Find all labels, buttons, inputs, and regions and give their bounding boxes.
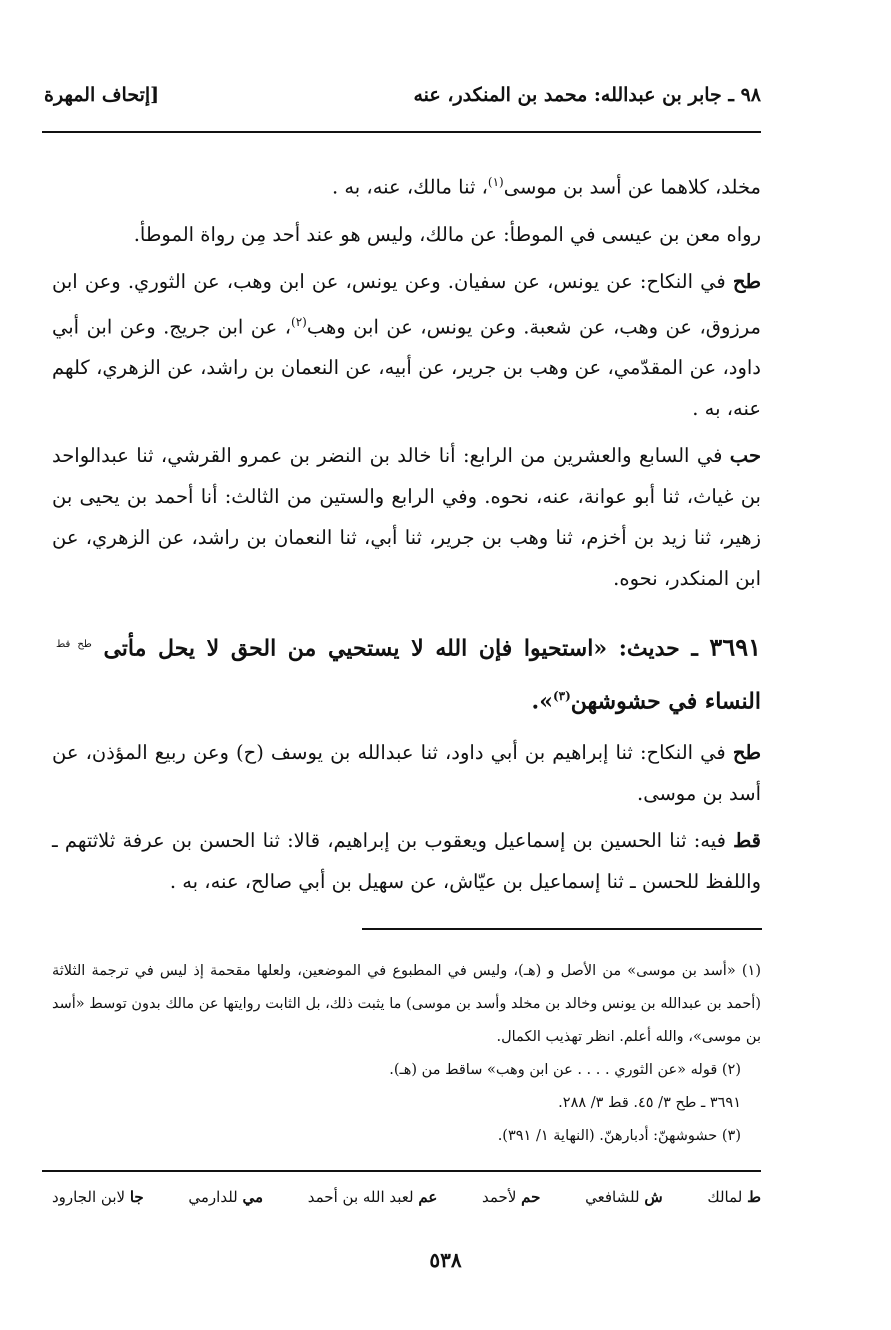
abbreviations-divider — [42, 1170, 761, 1172]
main-text — [52, 162, 761, 908]
chapter-title: ٩٨ ـ جابر بن عبدالله: محمد بن المنكدر، عنه — [413, 84, 761, 106]
footnote-1: (١) «أسد بن موسى» من الأصل و (هـ)، وليس في المطبوع في الموضعين، ولعلها مقحمة إذ ليس في ترجمة الثلاثة (أحمد بن عبدالله بن يونس وخالد بن مخلد وأسد بن موسى) ما يثبت ذلك، بل الثابت روايتها عن مالك بدون توسط «أسد بن موسى»، والله أعلم. انظر تهذيب الكمال. — [52, 963, 761, 1045]
paragraph-5: طح في النكاح: ثنا إبراهيم بن أبي داود، ثنا عبدالله بن يوسف (ح) وعن ربيع المؤذن، عن أسد بن موسى. — [52, 740, 762, 805]
paragraph-6: قط فيه: ثنا الحسين بن إسماعيل ويعقوب بن إبراهيم، قالا: ثنا الحسن بن عرفة ثلاثتهم ـ واللفظ للحسن ـ ثنا إسماعيل بن عيّاش، عن سهيل بن أبي صالح، عنه، به . — [52, 828, 762, 893]
source-code: حب — [729, 444, 761, 467]
abbr-item: حم لأحمد — [482, 1188, 541, 1206]
book-title: [إتحاف المهرة — [44, 84, 160, 106]
abbr-item: ط لمالك — [707, 1188, 761, 1206]
hadith-heading: ٣٦٩١ ـ حديث: «استحيوا فإن الله لا يستحيي من الحق لا يحل مأتى $^{طح قط}$ النساء في حشوشهن$^{(٣)}$». — [56, 632, 761, 715]
paragraph-2: رواه معن بن عيسى في الموطأ: عن مالك، وليس هو عند أحد مِن رواة الموطأ. — [133, 222, 761, 246]
paragraph-3: طح في النكاح: عن يونس، عن سفيان. وعن يونس، عن ابن وهب، عن الثوري. وعن ابن مرزوق، عن وهب، عن شعبة. وعن يونس، عن ابن وهب$^{(٢)}$، عن ابن جريج. وعن ابن أبي داود، عن المقدّمي، عن وهب بن جرير، عن أبيه، عن النعمان بن راشد، عن الزهري، كلهم عنه، به . — [52, 269, 761, 420]
footnote-ref-3: (٣) — [552, 689, 571, 704]
footnote-divider — [362, 928, 762, 930]
abbr-item: ش للشافعي — [585, 1188, 663, 1206]
source-code: طح — [732, 740, 762, 764]
abbr-item: جا لابن الجارود — [52, 1188, 144, 1206]
abbr-item: عم لعبد الله بن أحمد — [307, 1188, 438, 1206]
source-marks: طح قط — [56, 639, 92, 650]
footnotes — [52, 955, 761, 1153]
footnote-ref-2: (٢) — [291, 314, 307, 329]
footnote-ref-1: (١) — [487, 175, 504, 189]
source-code: طح — [732, 269, 761, 293]
paragraph-1: مخلد، كلاهما عن أسد بن موسى$^{(١)}$، ثنا مالك، عنه، به . — [331, 175, 761, 199]
source-reference: ٣٦٩١ ـ طح ٣/ ٤٥. قط ٣/ ٢٨٨. — [558, 1095, 741, 1111]
abbreviations-key — [52, 1188, 761, 1206]
page-number: ٥٣٨ — [429, 1248, 462, 1272]
abbr-item: مي للدارمي — [188, 1188, 264, 1206]
header-divider — [42, 131, 761, 133]
source-code: قط — [733, 828, 762, 852]
footnote-2: (٢) قوله «عن الثوري . . . . عن ابن وهب» ساقط من (هـ). — [389, 1062, 741, 1078]
hadith-number: ٣٦٩١ — [709, 632, 761, 662]
running-header — [44, 84, 761, 118]
paragraph-4: حب في السابع والعشرين من الرابع: أنا خالد بن النضر بن عمرو القرشي، ثنا عبدالواحد بن غياث، ثنا أبو عوانة، عنه، نحوه. وفي الرابع والستين من الثالث: أنا أحمد بن يحيى بن زهير، ثنا زيد بن أخزم، ثنا وهب بن جرير، ثنا أبي، ثنا النعمان بن راشد، عن الزهري، عن ابن المنكدر، نحوه. — [52, 444, 761, 590]
footnote-3: (٣) حشوشهنّ: أدبارهنّ. (النهاية ١/ ٣٩١). — [497, 1128, 741, 1144]
